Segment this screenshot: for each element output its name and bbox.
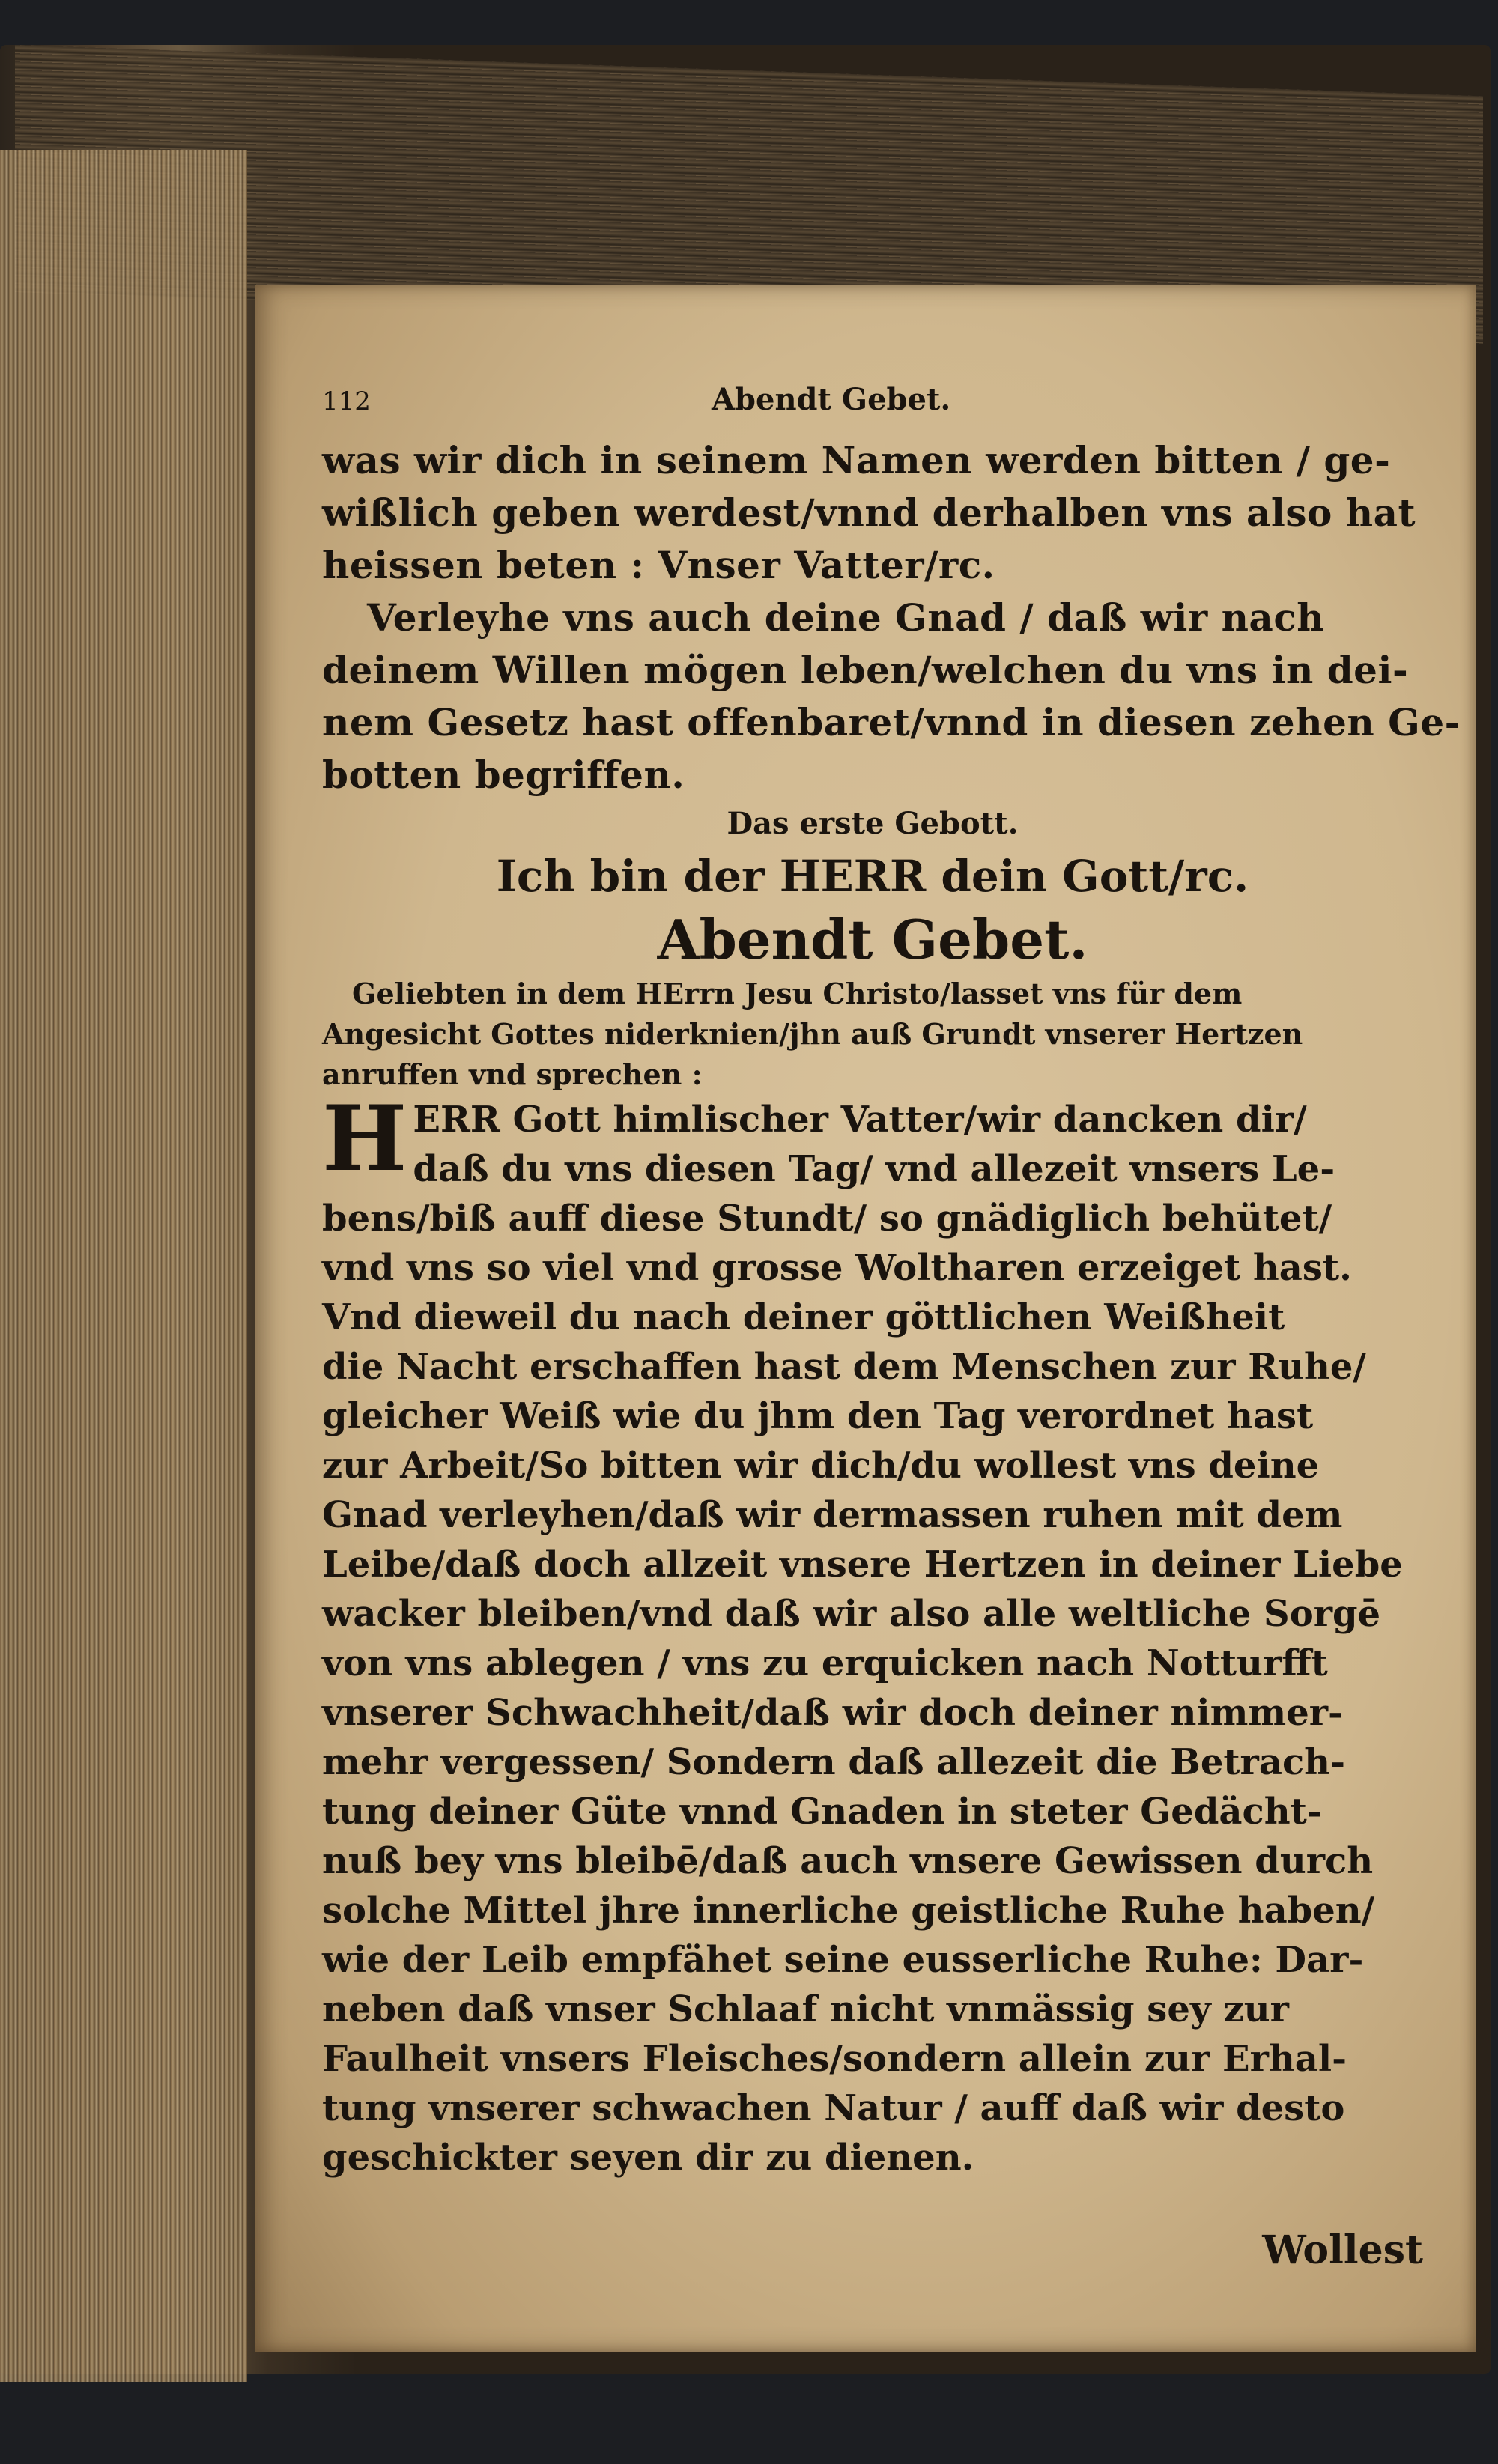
text-line: tung deiner Güte vnnd Gnaden in steter Gedächt- <box>322 1791 1322 1833</box>
text-line: wacker bleiben/vnd daß wir also alle weltliche Sorgē <box>322 1593 1381 1635</box>
page-text <box>322 382 1461 2273</box>
text-line: Gnad verleyhen/daß wir dermassen ruhen mit dem <box>322 1494 1343 1536</box>
text-line: bens/biß auff diese Stundt/ so gnädiglich behütet/ <box>322 1198 1332 1239</box>
text-line: nuß bey vns bleibē/daß auch vnsere Gewissen durch <box>322 1840 1374 1882</box>
text-line: solche Mittel jhre innerliche geistliche Ruhe haben/ <box>322 1890 1375 1932</box>
text-line: ERR Gott himlischer Vatter/wir dancken dir/ <box>413 1099 1307 1141</box>
text-line: von vns ablegen / vns zu erquicken nach Notturfft <box>322 1642 1328 1684</box>
page-header <box>322 382 1423 427</box>
text-line: neben daß vnser Schlaaf nicht vnmässig sey zur <box>322 1988 1289 2030</box>
text-line: geschickter seyen dir zu dienen. <box>322 2137 974 2179</box>
text-line: die Nacht erschaffen hast dem Menschen zur Ruhe/ <box>322 1346 1366 1388</box>
opening-paragraph <box>322 434 1461 801</box>
text-line: tung vnserer schwachen Natur / auff daß wir desto <box>322 2087 1345 2129</box>
book-page <box>255 285 1476 2352</box>
text-line: wie der Leib empfähet seine eusserliche Ruhe: Dar- <box>322 1939 1364 1981</box>
page-number: 112 <box>322 386 371 416</box>
catchword: Wollest <box>1262 2227 1423 2273</box>
text-line: botten begriffen. <box>322 753 685 797</box>
text-line: Leibe/daß doch allzeit vnsere Hertzen in deiner Liebe <box>322 1544 1403 1585</box>
text-line: Geliebten in dem HErrn Jesu Christo/lasset vns für dem <box>352 977 1243 1010</box>
side-page-edges <box>0 150 247 2382</box>
commandment-heading: Das erste Gebott. <box>727 806 1019 841</box>
text-line: gleicher Weiß wie du jhm den Tag verordnet hast <box>322 1395 1314 1437</box>
commandment-text: Ich bin der HERR dein Gott/rc. <box>496 851 1249 902</box>
text-line: wißlich geben werdest/vnnd derhalben vns also hat <box>322 491 1416 535</box>
text-line: vnd vns so viel vnd grosse Woltharen erzeiget hast. <box>322 1247 1352 1289</box>
text-line: Vnd dieweil du nach deiner göttlichen Weißheit <box>322 1296 1285 1338</box>
text-line: Faulheit vnsers Fleisches/sondern allein zur Erhal- <box>322 2038 1347 2080</box>
prayer-paragraph <box>322 1086 1423 2182</box>
text-line: heissen beten : Vnser Vatter/rc. <box>322 543 995 587</box>
text-line: Verleyhe vns auch deine Gnad / daß wir nach <box>367 595 1325 640</box>
text-line: anruffen vnd sprechen : <box>322 1057 703 1091</box>
text-line: zur Arbeit/So bitten wir dich/du wollest vns deine <box>322 1445 1320 1487</box>
section-heading: Abendt Gebet. <box>657 908 1088 971</box>
running-title: Abendt Gebet. <box>712 382 951 417</box>
text-line: vnserer Schwachheit/daß wir doch deiner nimmer- <box>322 1692 1343 1734</box>
text-line: Angesicht Gottes niderknien/jhn auß Grundt vnserer Hertzen <box>322 1017 1303 1051</box>
text-line: nem Gesetz hast offenbaret/vnnd in diesen zehen Ge- <box>322 700 1461 744</box>
drop-cap: H <box>322 1086 407 1192</box>
text-line: was wir dich in seinem Namen werden bitten / ge- <box>322 438 1391 482</box>
text-line: deinem Willen mögen leben/welchen du vns in dei- <box>322 648 1409 692</box>
text-line: mehr vergessen/ Sondern daß allezeit die Betrach- <box>322 1741 1345 1783</box>
intro-paragraph <box>322 974 1423 1095</box>
text-line: daß du vns diesen Tag/ vnd allezeit vnsers Le- <box>413 1148 1335 1190</box>
